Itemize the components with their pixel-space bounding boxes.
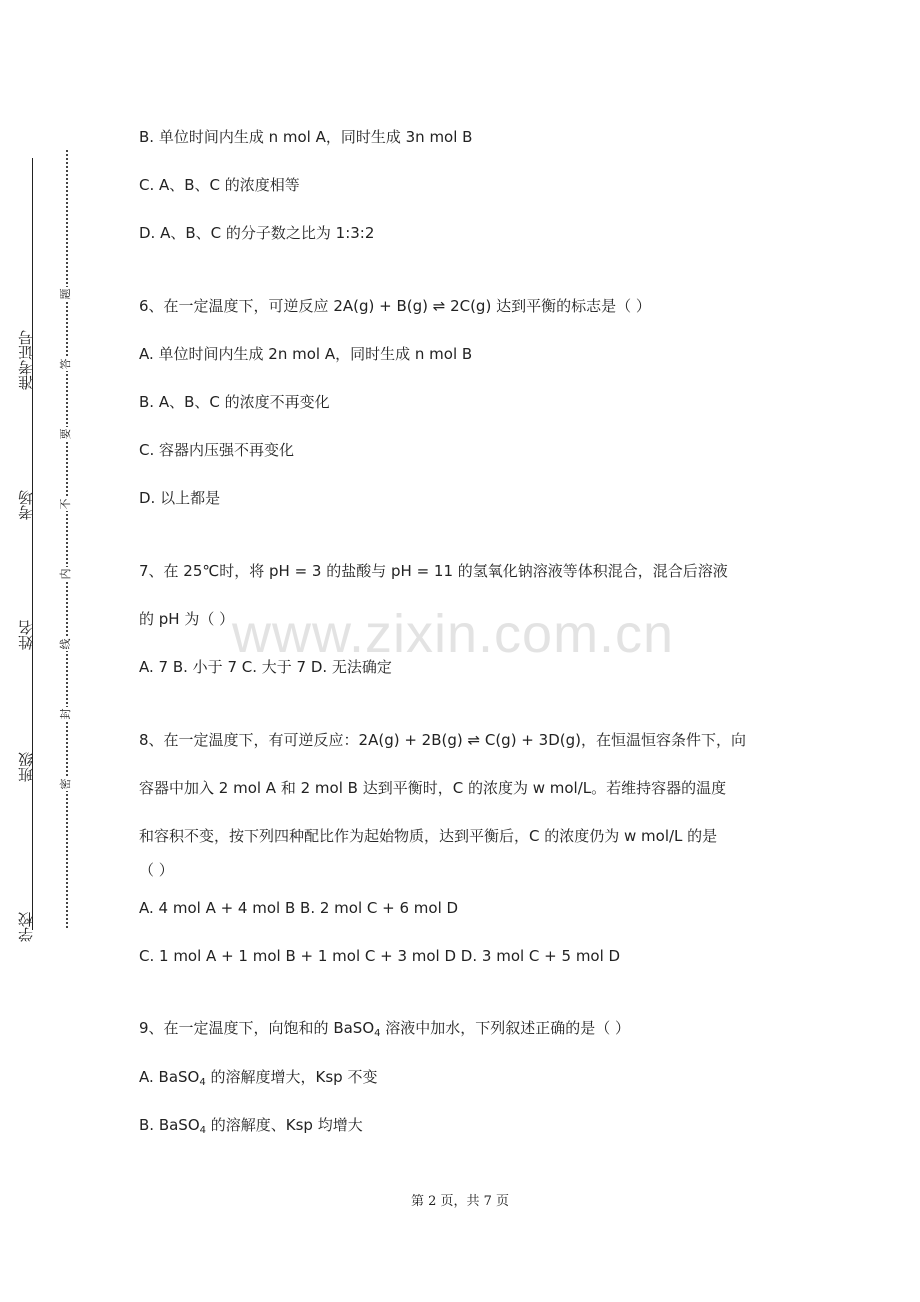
label-name: 姓名 (17, 620, 35, 650)
q5-option-b: B. 单位时间内生成 n mol A，同时生成 3n mol B (139, 128, 473, 146)
seal-char: 密 (59, 778, 72, 790)
q8-options-line1: A. 4 mol A + 4 mol B B. 2 mol C + 6 mol D (139, 899, 459, 917)
seal-char: 内 (59, 568, 72, 580)
label-exam-number: 准考证号 (17, 330, 35, 390)
q6-option-b: B. A、B、C 的浓度不再变化 (139, 393, 330, 411)
q8-options-line2: C. 1 mol A + 1 mol B + 1 mol C + 3 mol D D. 3 mol C + 5 mol D (139, 947, 621, 965)
q5-option-d: D. A、B、C 的分子数之比为 1:3:2 (139, 224, 375, 242)
q7-stem-line1: 7、在 25℃时，将 pH = 3 的盐酸与 pH = 11 的氢氧化钠溶液等体积混合，混合后溶液 (139, 562, 728, 580)
page-number: 第 2 页，共 7 页 (410, 1194, 510, 1209)
watermark: www.zixin.com.cn (232, 604, 675, 664)
q7-options: A. 7 B. 小于 7 C. 大于 7 D. 无法确定 (139, 658, 392, 676)
label-exam-room: 考场 (17, 490, 35, 520)
subscript-four: 4 (199, 1077, 206, 1088)
label-school: 学校 (17, 912, 35, 942)
q9-option-b-text: B. BaSO (139, 1116, 200, 1134)
q5-option-c: C. A、B、C 的浓度相等 (139, 176, 300, 194)
q9-option-b (139, 1115, 363, 1135)
q6-option-c: C. 容器内压强不再变化 (139, 441, 295, 459)
q8-stem-line3: 和容积不变，按下列四种配比作为起始物质，达到平衡后，C 的浓度仍为 w mol/L 的是 (139, 827, 718, 845)
subscript-four: 4 (374, 1028, 381, 1039)
q9-option-a-text-end: 的溶解度增大，Ksp 不变 (205, 1068, 378, 1086)
label-class: 班级 (17, 752, 35, 782)
q9-option-a-text: A. BaSO (139, 1068, 200, 1086)
seal-char: 线 (59, 638, 72, 650)
q6-option-d: D. 以上都是 (139, 489, 221, 507)
q9-stem-text: 9、在一定温度下，向饱和的 BaSO (139, 1019, 375, 1037)
q8-stem-line1: 8、在一定温度下，有可逆反应：2A(g) + 2B(g) ⇌ C(g) + 3D(g)，在恒温恒容条件下，向 (139, 731, 746, 749)
q8-stem-line2: 容器中加入 2 mol A 和 2 mol B 达到平衡时，C 的浓度为 w mol/L。若维持容器的温度 (139, 779, 727, 797)
q9-stem (139, 1018, 630, 1038)
subscript-four: 4 (199, 1125, 207, 1136)
q9-option-a (139, 1067, 377, 1087)
q6-option-a: A. 单位时间内生成 2n mol A，同时生成 n mol B (139, 345, 473, 363)
q8-stem-line4: （ ） (139, 861, 174, 879)
q9-stem-text-end: 溶液中加水，下列叙述正确的是（ ） (380, 1019, 631, 1037)
seal-char: 不 (59, 498, 72, 510)
seal-char: 题 (59, 288, 72, 300)
q6-stem: 6、在一定温度下，可逆反应 2A(g) + B(g) ⇌ 2C(g) 达到平衡的标志是（ ） (139, 297, 651, 315)
q7-stem-line2: 的 pH 为（ ） (139, 610, 235, 628)
seal-char: 要 (59, 428, 72, 440)
seal-char: 答 (59, 358, 72, 370)
q9-option-b-text-end: 的溶解度、Ksp 均增大 (206, 1116, 363, 1134)
binding-solid-line (32, 158, 33, 930)
seal-char: 封 (59, 708, 72, 720)
seal-dotted-line (66, 150, 68, 928)
